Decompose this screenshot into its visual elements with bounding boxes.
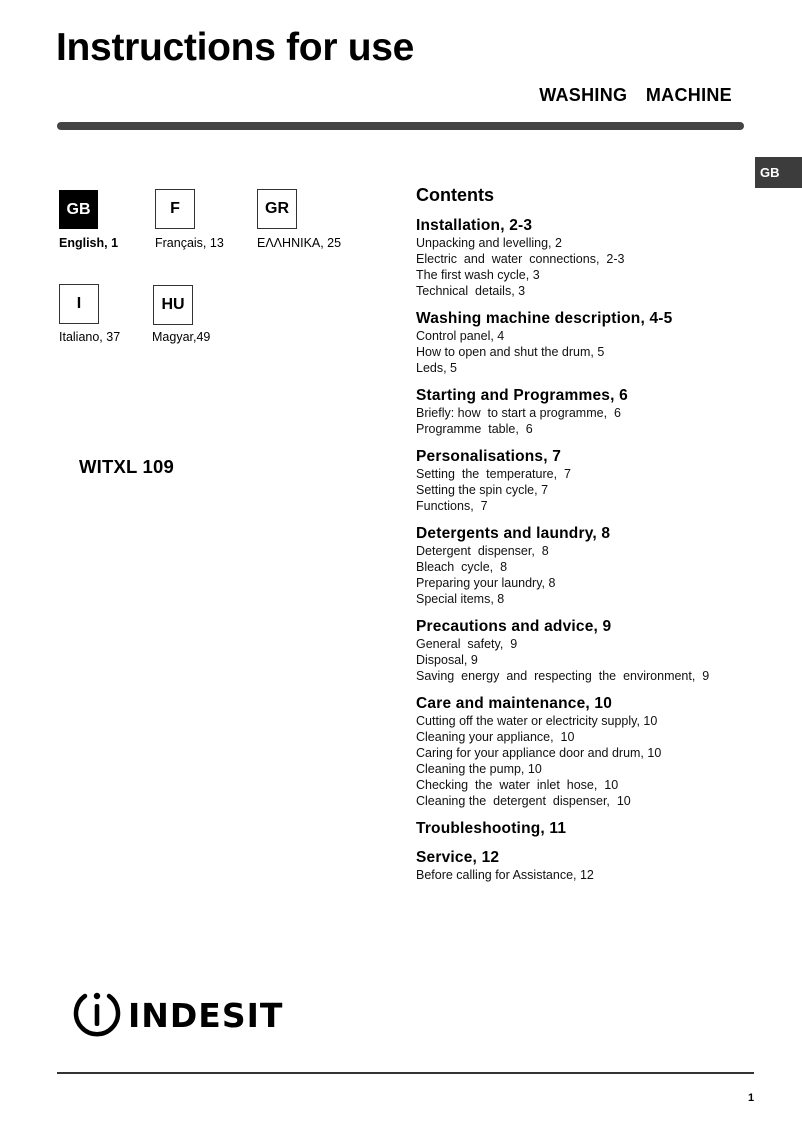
language-side-tab: GB xyxy=(755,157,802,188)
toc-item[interactable]: Before calling for Assistance, 12 xyxy=(416,868,594,882)
toc-heading[interactable]: Washing machine description, 4-5 xyxy=(416,310,673,327)
toc-item[interactable]: Cleaning your appliance, 10 xyxy=(416,730,575,744)
toc-section-description xyxy=(416,310,746,376)
table-of-contents xyxy=(416,184,746,894)
language-box-i[interactable]: I xyxy=(59,284,99,324)
language-box-hu[interactable]: HU xyxy=(153,285,193,325)
language-label-francais[interactable]: Français, 13 xyxy=(155,236,224,250)
toc-heading[interactable]: Precautions and advice, 9 xyxy=(416,618,612,635)
toc-item[interactable]: Setting the temperature, 7 xyxy=(416,467,571,481)
toc-item[interactable]: Briefly: how to start a programme, 6 xyxy=(416,406,621,420)
language-label-greek[interactable]: ΕΛΛΗΝΙΚΑ, 25 xyxy=(257,236,342,250)
toc-item[interactable]: Technical details, 3 xyxy=(416,284,526,298)
toc-section-troubleshooting xyxy=(416,820,746,838)
toc-item[interactable]: Control panel, 4 xyxy=(416,329,505,343)
language-box-gr[interactable]: GR xyxy=(257,189,297,229)
model-number: WITXL 109 xyxy=(79,456,175,477)
toc-heading[interactable]: Installation, 2-3 xyxy=(416,217,533,234)
toc-item[interactable]: Cleaning the detergent dispenser, 10 xyxy=(416,794,631,808)
page-number: 1 xyxy=(748,1092,755,1104)
toc-item[interactable]: The first wash cycle, 3 xyxy=(416,268,540,282)
toc-heading[interactable]: Personalisations, 7 xyxy=(416,448,562,465)
toc-item[interactable]: Detergent dispenser, 8 xyxy=(416,544,549,558)
toc-item[interactable]: Programme table, 6 xyxy=(416,422,533,436)
toc-item[interactable]: Leds, 5 xyxy=(416,361,458,375)
toc-item[interactable]: Special items, 8 xyxy=(416,592,505,606)
contents-title: Contents xyxy=(416,185,494,205)
language-box-f[interactable]: F xyxy=(155,189,195,229)
toc-item[interactable]: Setting the spin cycle, 7 xyxy=(416,483,549,497)
toc-heading[interactable]: Care and maintenance, 10 xyxy=(416,695,613,712)
toc-section-care xyxy=(416,695,746,809)
toc-section-personalisations xyxy=(416,448,746,514)
toc-section-precautions xyxy=(416,618,746,684)
toc-section-detergents xyxy=(416,525,746,607)
toc-item[interactable]: Functions, 7 xyxy=(416,499,488,513)
toc-item[interactable]: Preparing your laundry, 8 xyxy=(416,576,556,590)
toc-item[interactable]: General safety, 9 xyxy=(416,637,518,651)
language-box-gb[interactable]: GB xyxy=(59,190,98,229)
toc-item[interactable]: Electric and water connections, 2-3 xyxy=(416,252,625,266)
toc-item[interactable]: Cutting off the water or electricity supply, 10 xyxy=(416,714,658,728)
toc-heading[interactable]: Troubleshooting, 11 xyxy=(416,820,567,837)
toc-heading[interactable]: Detergents and laundry, 8 xyxy=(416,525,611,542)
toc-item[interactable]: Unpacking and levelling, 2 xyxy=(416,236,562,250)
language-label-english[interactable]: English, 1 xyxy=(59,236,119,250)
language-label-italiano[interactable]: Italiano, 37 xyxy=(59,330,121,344)
toc-item[interactable]: Saving energy and respecting the environment, 9 xyxy=(416,669,710,683)
brand-name: INDESIT xyxy=(128,996,284,1035)
toc-item[interactable]: Bleach cycle, 8 xyxy=(416,560,508,574)
toc-item[interactable]: How to open and shut the drum, 5 xyxy=(416,345,605,359)
header-bar-divider xyxy=(57,122,744,130)
toc-heading[interactable]: Service, 12 xyxy=(416,849,500,866)
language-label-magyar[interactable]: Magyar,49 xyxy=(152,330,211,344)
footer-divider xyxy=(57,1072,754,1074)
toc-heading[interactable]: Starting and Programmes, 6 xyxy=(416,387,628,404)
toc-section-service xyxy=(416,849,746,883)
toc-item[interactable]: Checking the water inlet hose, 10 xyxy=(416,778,619,792)
toc-section-starting xyxy=(416,387,746,437)
toc-item[interactable]: Cleaning the pump, 10 xyxy=(416,762,542,776)
product-type: WASHING MACHINE xyxy=(539,85,732,105)
toc-section-installation xyxy=(416,217,746,299)
indesit-logo xyxy=(71,987,283,1044)
page-title: Instructions for use xyxy=(56,26,415,69)
power-i-icon xyxy=(71,987,123,1044)
toc-item[interactable]: Caring for your appliance door and drum, 10 xyxy=(416,746,662,760)
toc-item[interactable]: Disposal, 9 xyxy=(416,653,478,667)
